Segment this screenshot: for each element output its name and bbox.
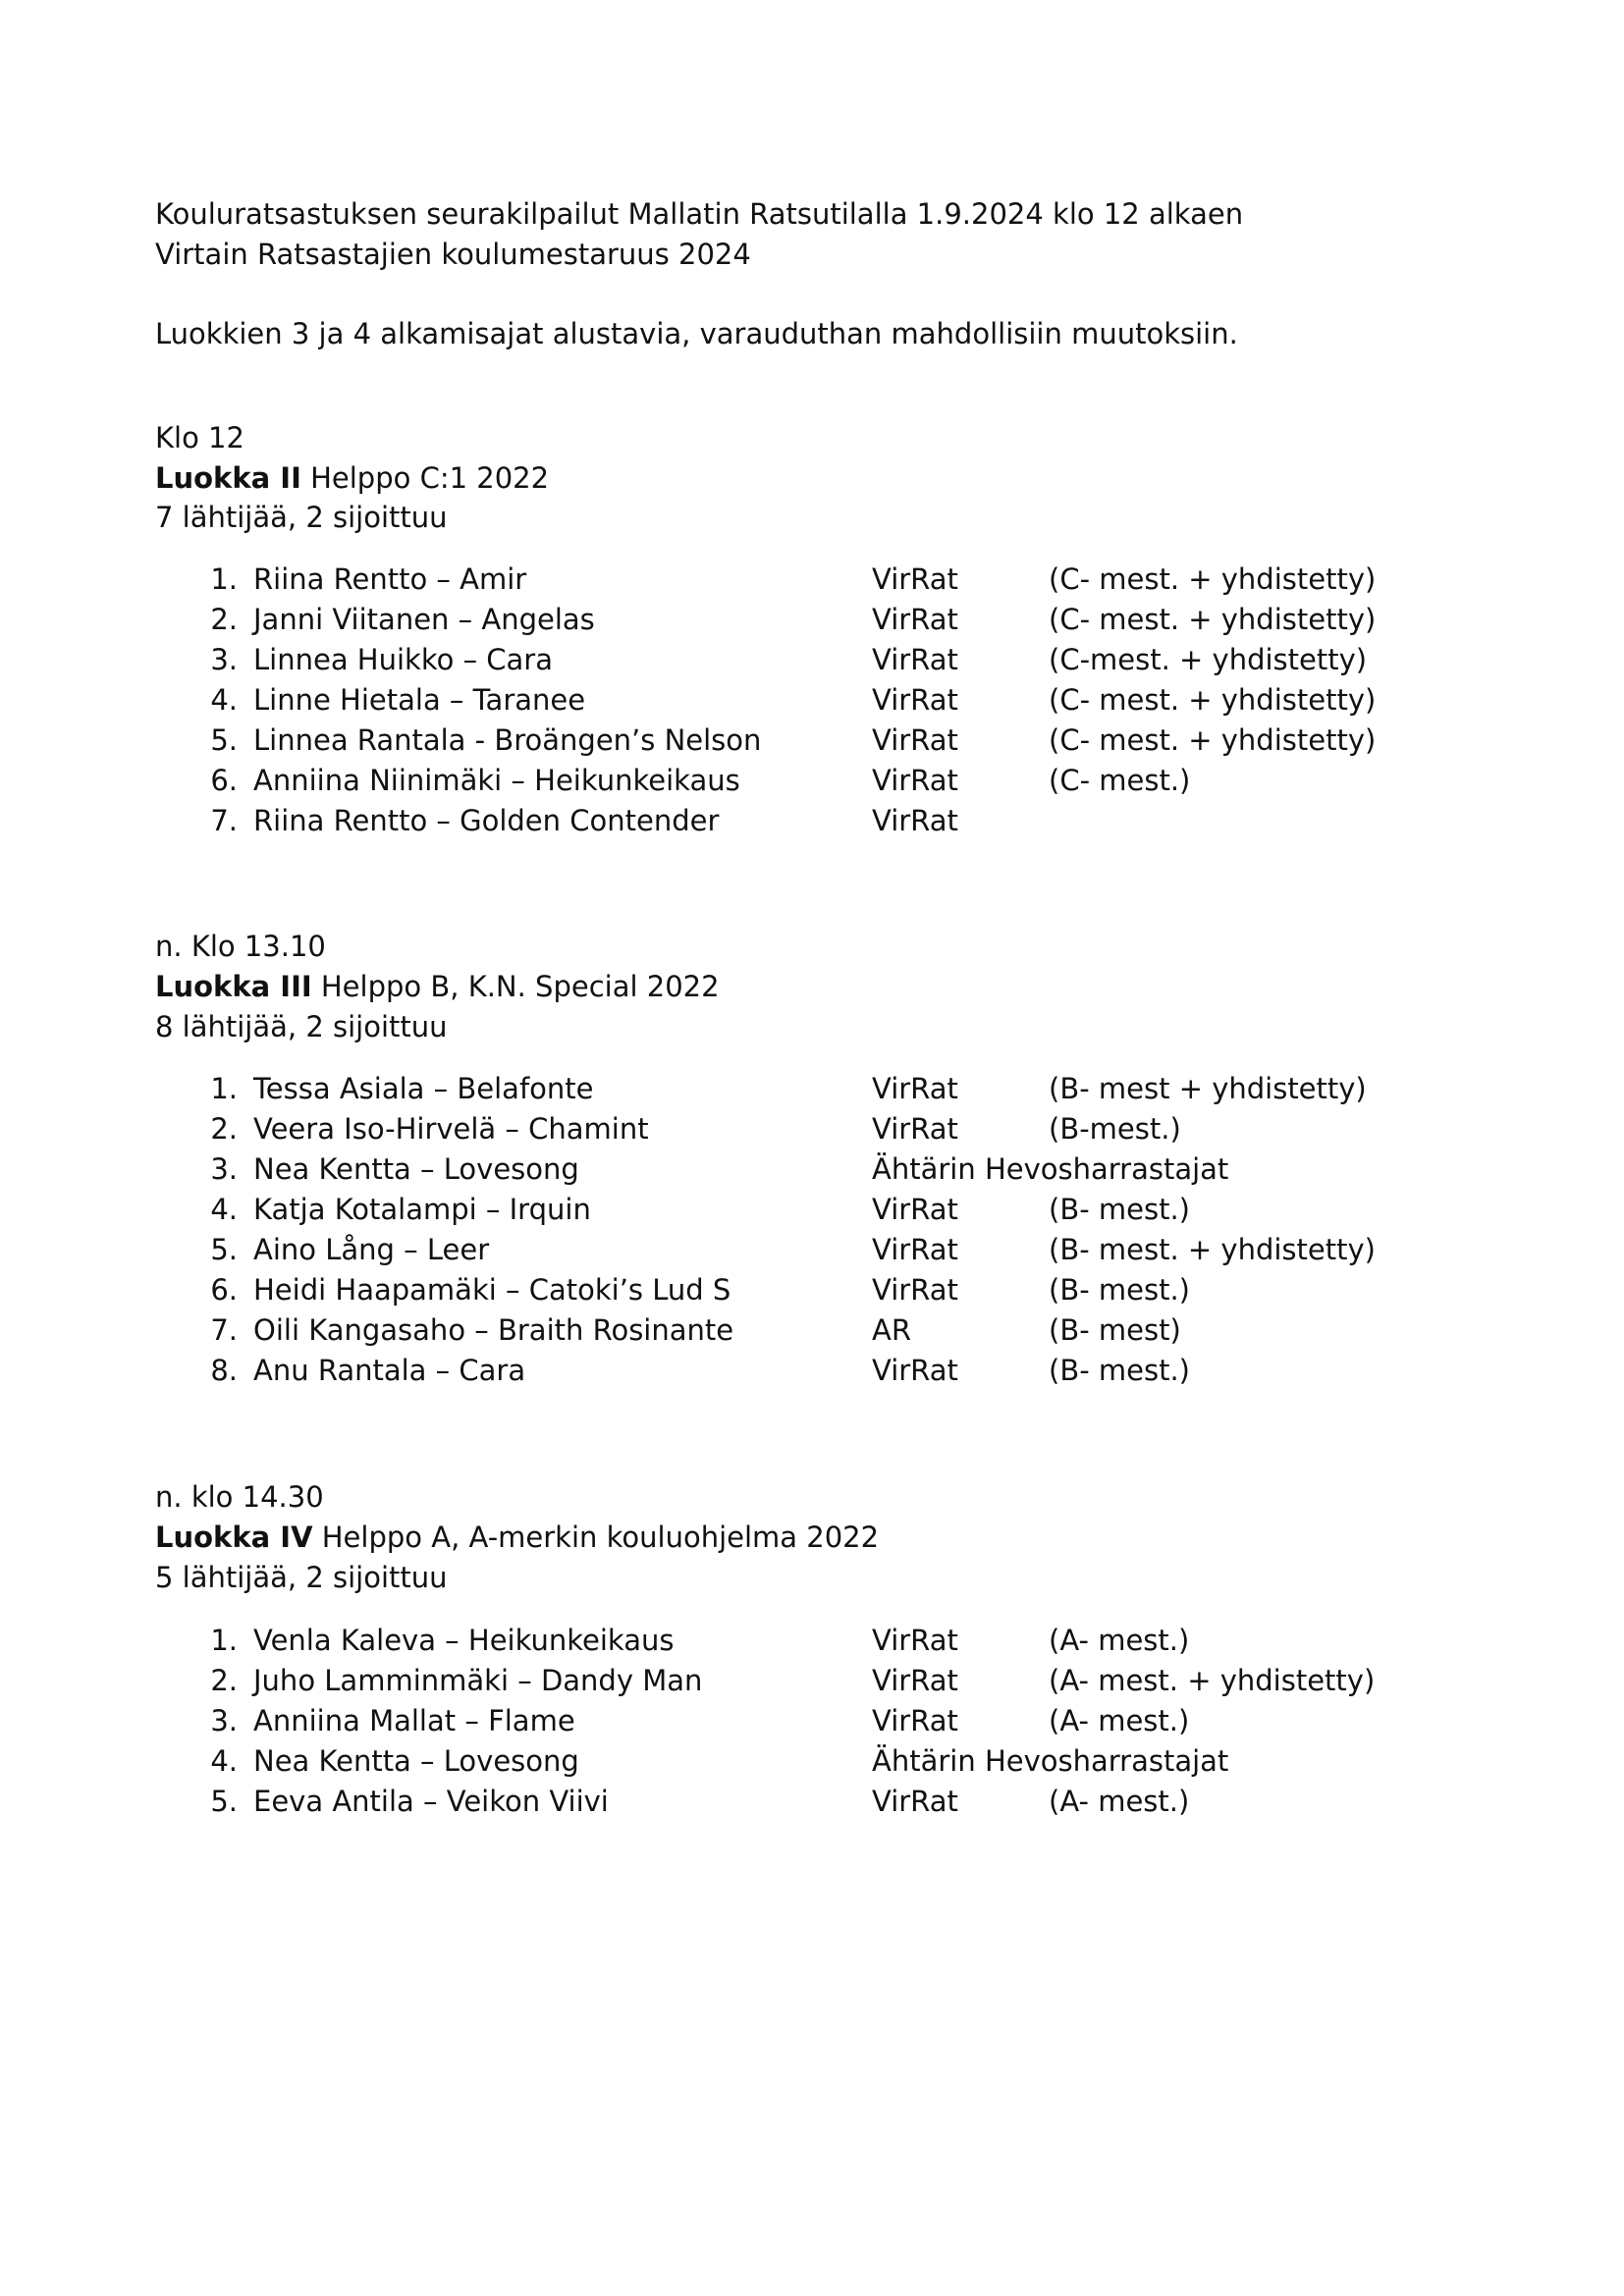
championship-note: (A- mest. + yhdistetty) bbox=[1049, 1664, 1376, 1697]
rider-horse: Linne Hietala – Taranee bbox=[253, 683, 586, 717]
rider-horse: Riina Rentto – Golden Contender bbox=[253, 804, 720, 837]
championship-note: (B- mest.) bbox=[1049, 1193, 1190, 1226]
entry-number: 4. bbox=[210, 1193, 238, 1226]
championship-note: (C- mest.) bbox=[1049, 764, 1191, 797]
class-heading bbox=[155, 1518, 879, 1557]
class-summary: 8 lähtijää, 2 sijoittuu bbox=[155, 1010, 448, 1043]
championship-note: (B- mest) bbox=[1049, 1313, 1181, 1347]
rider-horse: Katja Kotalampi – Irquin bbox=[253, 1193, 591, 1226]
championship-note: (C- mest. + yhdistetty) bbox=[1049, 562, 1377, 596]
entry-row bbox=[0, 600, 1624, 640]
entry-number: 3. bbox=[210, 1704, 238, 1737]
championship-note: (B- mest. + yhdistetty) bbox=[1049, 1233, 1376, 1266]
entry-row bbox=[0, 680, 1624, 721]
class-program: Helppo B, K.N. Special 2022 bbox=[311, 970, 720, 1003]
entry-row bbox=[0, 1310, 1624, 1351]
rider-horse: Oili Kangasaho – Braith Rosinante bbox=[253, 1313, 734, 1347]
entry-row bbox=[0, 640, 1624, 680]
club: VirRat bbox=[872, 1193, 958, 1226]
championship-note: (A- mest.) bbox=[1049, 1785, 1190, 1818]
championship-note: (B- mest + yhdistetty) bbox=[1049, 1072, 1367, 1105]
class-program: Helppo A, A-merkin kouluohjelma 2022 bbox=[312, 1521, 880, 1554]
championship-note: (A- mest.) bbox=[1049, 1624, 1190, 1657]
championship-note: (C- mest. + yhdistetty) bbox=[1049, 723, 1377, 757]
championship-note: (B- mest.) bbox=[1049, 1354, 1190, 1387]
entry-row bbox=[0, 1230, 1624, 1270]
rider-horse: Veera Iso-Hirvelä – Chamint bbox=[253, 1112, 649, 1146]
class-program: Helppo C:1 2022 bbox=[300, 461, 550, 495]
entry-number: 3. bbox=[210, 1152, 238, 1186]
rider-horse: Anu Rantala – Cara bbox=[253, 1354, 526, 1387]
entry-number: 2. bbox=[210, 603, 238, 636]
entry-row bbox=[0, 1701, 1624, 1741]
club: VirRat bbox=[872, 1664, 958, 1697]
entry-number: 1. bbox=[210, 562, 238, 596]
entry-number: 1. bbox=[210, 1624, 238, 1657]
entry-number: 7. bbox=[210, 1313, 238, 1347]
rider-horse: Linnea Huikko – Cara bbox=[253, 643, 553, 676]
entry-number: 5. bbox=[210, 1233, 238, 1266]
rider-horse: Aino Lång – Leer bbox=[253, 1233, 490, 1266]
club: VirRat bbox=[872, 562, 958, 596]
entry-row bbox=[0, 1149, 1624, 1190]
club: VirRat bbox=[872, 723, 958, 757]
class-summary: 7 lähtijää, 2 sijoittuu bbox=[155, 501, 448, 534]
rider-horse: Eeva Antila – Veikon Viivi bbox=[253, 1785, 609, 1818]
class-heading bbox=[155, 458, 549, 498]
championship-note: (B- mest.) bbox=[1049, 1273, 1190, 1307]
rider-horse: Juho Lamminmäki – Dandy Man bbox=[253, 1664, 703, 1697]
entry-number: 4. bbox=[210, 683, 238, 717]
rider-horse: Venla Kaleva – Heikunkeikaus bbox=[253, 1624, 675, 1657]
entry-row bbox=[0, 560, 1624, 600]
rider-horse: Nea Kentta – Lovesong bbox=[253, 1152, 579, 1186]
club: VirRat bbox=[872, 603, 958, 636]
club: AR bbox=[872, 1313, 911, 1347]
entry-row bbox=[0, 1741, 1624, 1782]
club: VirRat bbox=[872, 683, 958, 717]
club: VirRat bbox=[872, 1354, 958, 1387]
entry-number: 6. bbox=[210, 1273, 238, 1307]
club: VirRat bbox=[872, 1233, 958, 1266]
rider-horse: Linnea Rantala - Broängen’s Nelson bbox=[253, 723, 762, 757]
entry-row bbox=[0, 1661, 1624, 1701]
document-title: Kouluratsastuksen seurakilpailut Mallatin Ratsutilalla 1.9.2024 klo 12 alkaen bbox=[155, 197, 1244, 231]
club: VirRat bbox=[872, 1112, 958, 1146]
class-time: n. Klo 13.10 bbox=[155, 930, 326, 963]
entry-number: 4. bbox=[210, 1744, 238, 1778]
class-label: Luokka III bbox=[155, 970, 312, 1003]
championship-note: (C-mest. + yhdistetty) bbox=[1049, 643, 1368, 676]
club: VirRat bbox=[872, 643, 958, 676]
rider-horse: Anniina Niinimäki – Heikunkeikaus bbox=[253, 764, 740, 797]
schedule-notice: Luokkien 3 ja 4 alkamisajat alustavia, varauduthan mahdollisiin muutoksiin. bbox=[155, 317, 1238, 350]
class-summary: 5 lähtijää, 2 sijoittuu bbox=[155, 1561, 448, 1594]
entry-row bbox=[0, 1351, 1624, 1391]
championship-note: (A- mest.) bbox=[1049, 1704, 1190, 1737]
rider-horse: Riina Rentto – Amir bbox=[253, 562, 527, 596]
entry-number: 8. bbox=[210, 1354, 238, 1387]
club: VirRat bbox=[872, 1624, 958, 1657]
rider-horse: Nea Kentta – Lovesong bbox=[253, 1744, 579, 1778]
class-time: n. klo 14.30 bbox=[155, 1480, 324, 1514]
club: VirRat bbox=[872, 1072, 958, 1105]
championship-note: (C- mest. + yhdistetty) bbox=[1049, 603, 1377, 636]
rider-horse: Janni Viitanen – Angelas bbox=[253, 603, 595, 636]
club: VirRat bbox=[872, 1273, 958, 1307]
entry-number: 7. bbox=[210, 804, 238, 837]
rider-horse: Tessa Asiala – Belafonte bbox=[253, 1072, 594, 1105]
entry-row bbox=[0, 1782, 1624, 1822]
entry-row bbox=[0, 1621, 1624, 1661]
club: Ähtärin Hevosharrastajat bbox=[872, 1744, 1229, 1778]
document-subtitle: Virtain Ratsastajien koulumestaruus 2024 bbox=[155, 238, 751, 271]
class-label: Luokka IV bbox=[155, 1521, 313, 1554]
entry-number: 2. bbox=[210, 1664, 238, 1697]
club: VirRat bbox=[872, 1785, 958, 1818]
entry-row bbox=[0, 761, 1624, 801]
entry-number: 5. bbox=[210, 723, 238, 757]
entry-row bbox=[0, 801, 1624, 841]
club: VirRat bbox=[872, 804, 958, 837]
class-time: Klo 12 bbox=[155, 421, 244, 454]
entry-row bbox=[0, 1270, 1624, 1310]
championship-note: (B-mest.) bbox=[1049, 1112, 1181, 1146]
entry-row bbox=[0, 1109, 1624, 1149]
entry-number: 2. bbox=[210, 1112, 238, 1146]
entry-number: 1. bbox=[210, 1072, 238, 1105]
club: VirRat bbox=[872, 1704, 958, 1737]
entry-row bbox=[0, 1190, 1624, 1230]
class-heading bbox=[155, 967, 720, 1006]
entry-number: 3. bbox=[210, 643, 238, 676]
entry-number: 6. bbox=[210, 764, 238, 797]
rider-horse: Heidi Haapamäki – Catoki’s Lud S bbox=[253, 1273, 731, 1307]
club: Ähtärin Hevosharrastajat bbox=[872, 1152, 1229, 1186]
class-label: Luokka II bbox=[155, 461, 301, 495]
club: VirRat bbox=[872, 764, 958, 797]
entry-number: 5. bbox=[210, 1785, 238, 1818]
entry-row bbox=[0, 1069, 1624, 1109]
entry-row bbox=[0, 721, 1624, 761]
championship-note: (C- mest. + yhdistetty) bbox=[1049, 683, 1377, 717]
rider-horse: Anniina Mallat – Flame bbox=[253, 1704, 575, 1737]
